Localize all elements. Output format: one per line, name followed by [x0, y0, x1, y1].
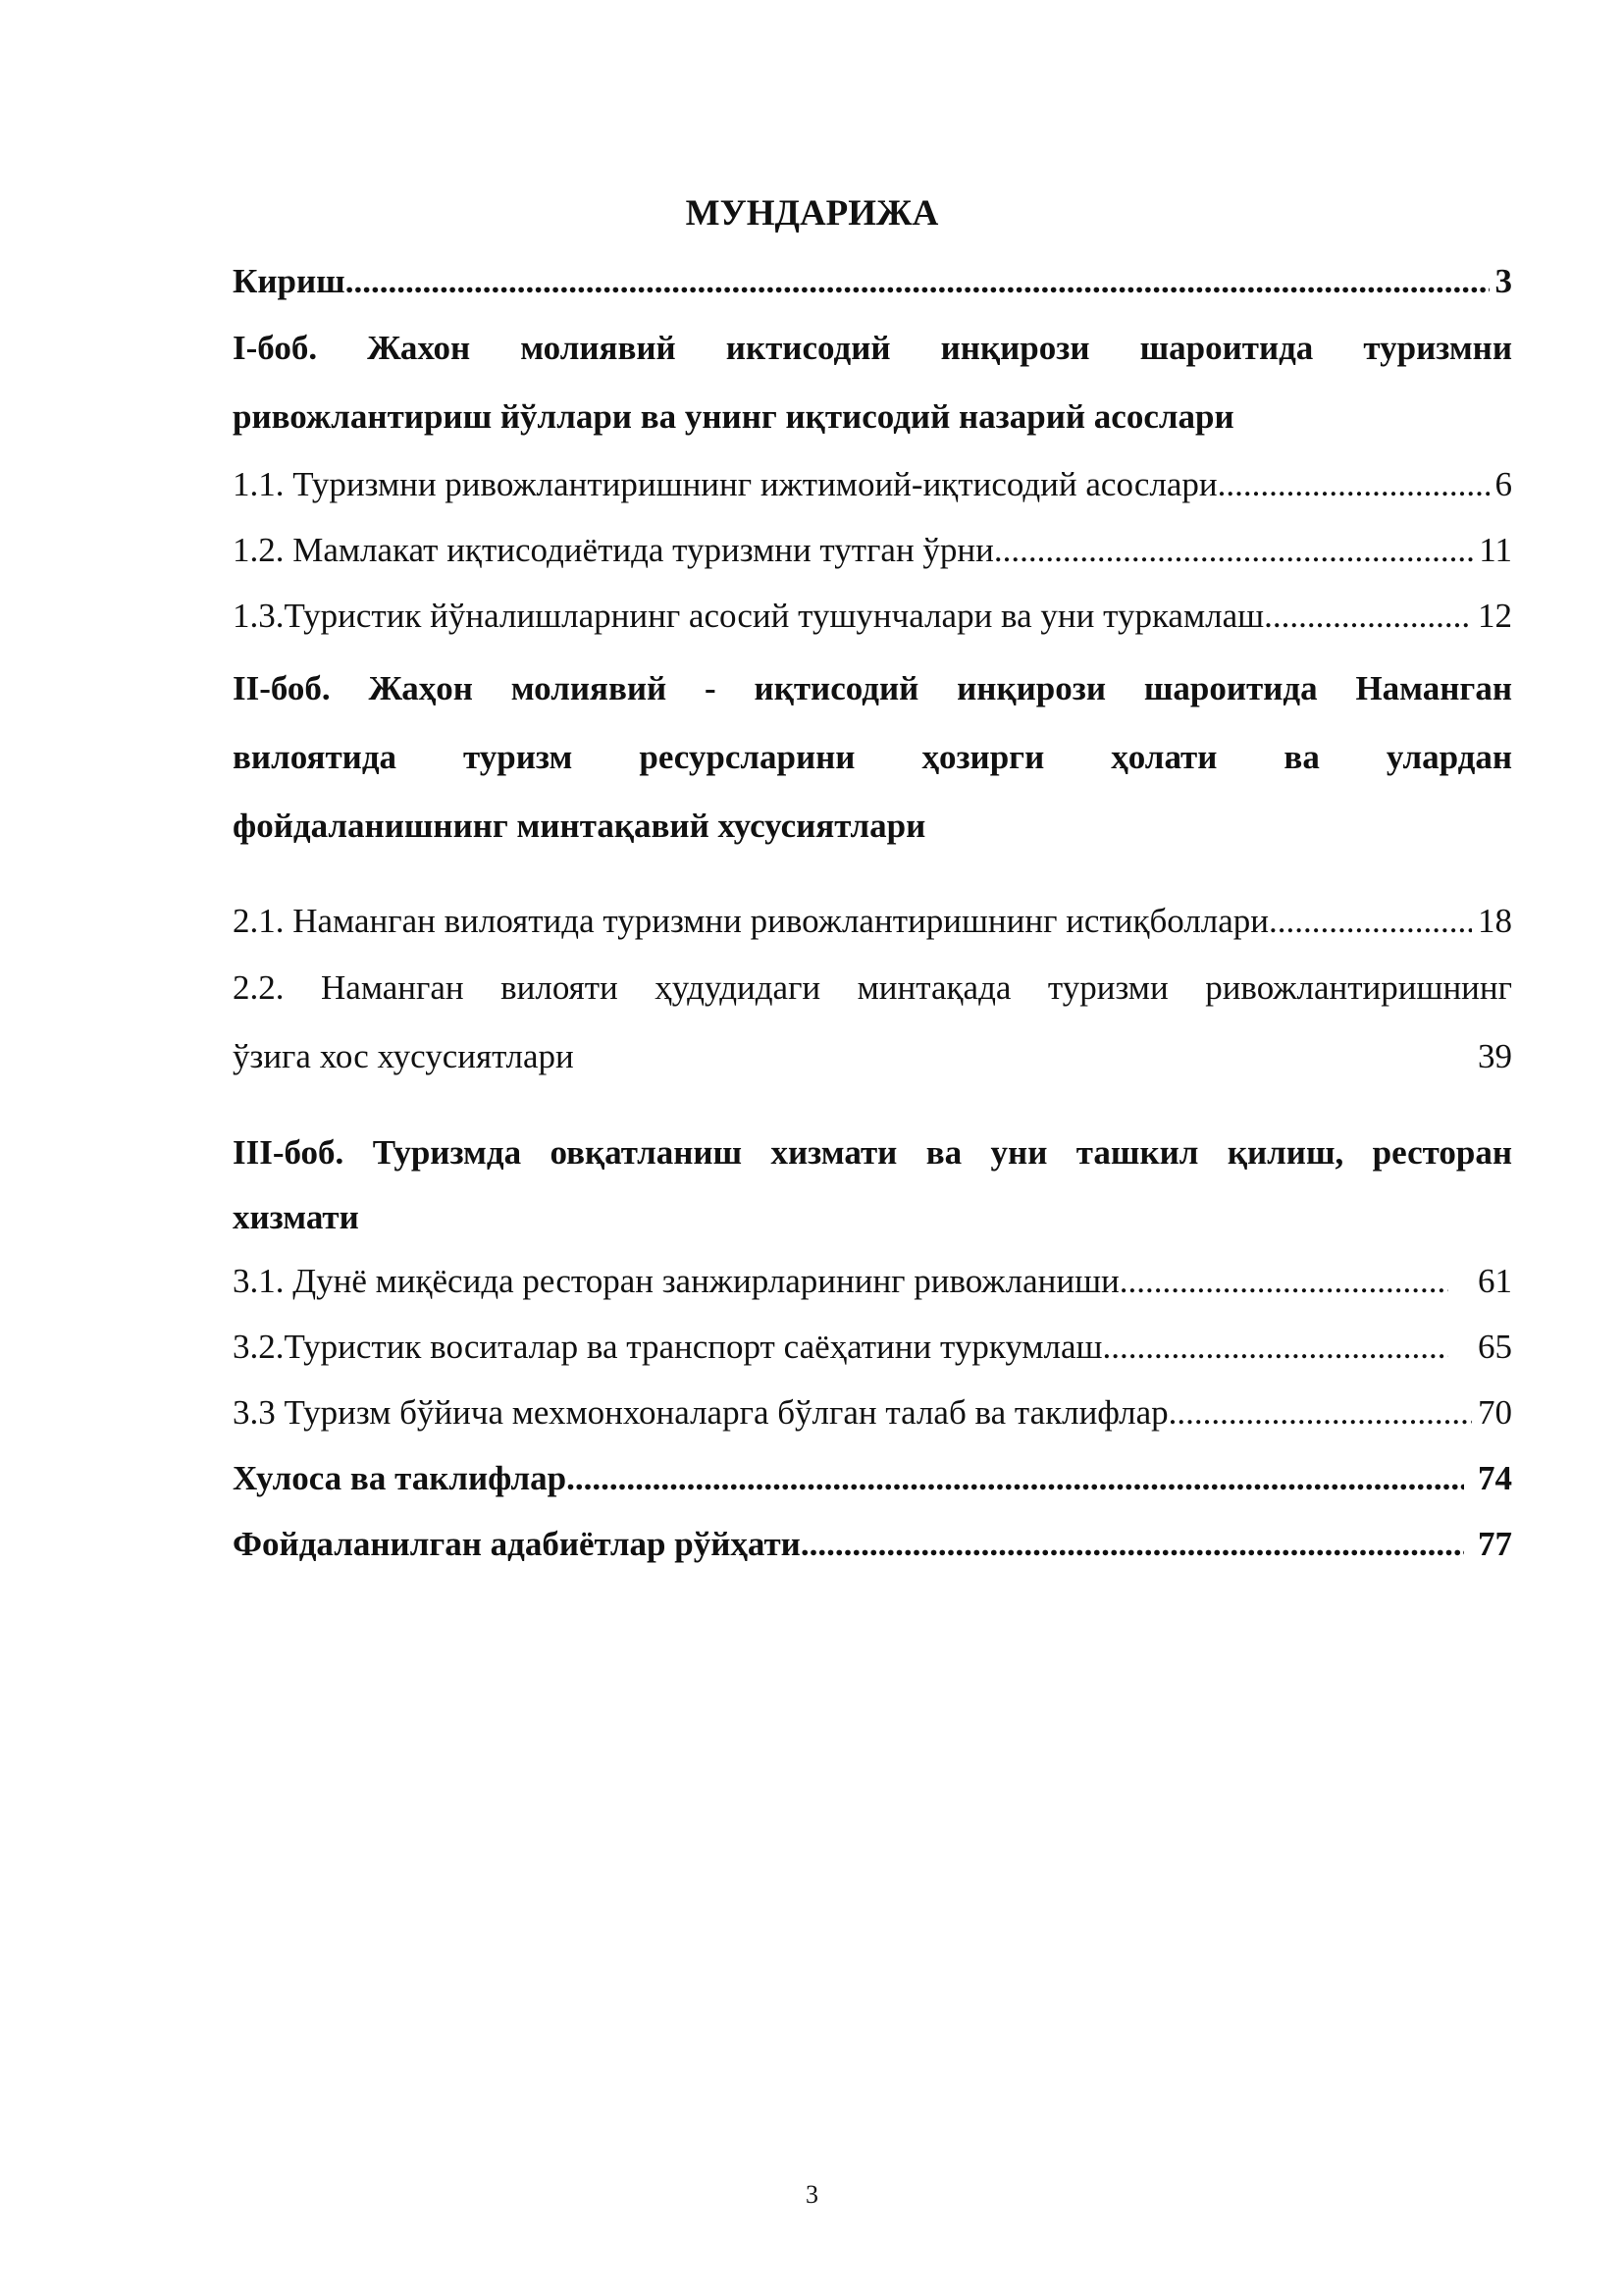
dot-leader	[801, 1511, 1464, 1577]
toc-entry-page: 11	[1479, 531, 1512, 569]
spacer	[233, 861, 1512, 888]
dot-leader	[1120, 1248, 1448, 1314]
toc-entry-chapter-1[interactable]	[233, 314, 1512, 451]
toc-entry-page: 70	[1478, 1393, 1512, 1432]
toc-entry-label-line: 2.2. Наманган вилояти ҳудудидаги минтақада туризми ривожлантиришнинг	[233, 968, 1512, 1007]
toc-entry-label: 1.3.Туристик йўналишларнинг асосий тушунчалари ва уни туркамлаш	[233, 597, 1265, 635]
toc-entry-label: ўзига хос хусусиятлари	[233, 1037, 574, 1075]
toc-entry-last-line	[233, 1022, 1512, 1091]
toc-entry-label-line: III-боб. Туризмда овқатланиш хизмати ва уни ташкил қилиш, ресторан	[233, 1133, 1512, 1172]
toc-entry-chapter-3[interactable]	[233, 1119, 1512, 1248]
toc-entry-label: 3.2.Туристик воситалар ва транспорт саёҳатини туркумлаш	[233, 1328, 1103, 1366]
toc-entry-chapter-2[interactable]	[233, 654, 1512, 861]
toc-entry-page: 3	[1494, 262, 1512, 300]
toc-entry-3-3[interactable]	[233, 1380, 1512, 1445]
toc-entry-label: 2.1. Наманган вилоятида туризмни ривожлантиришнинг истиқболлари	[233, 902, 1270, 940]
toc-entry-label: Кириш	[233, 262, 345, 300]
toc-entry-page: 12	[1478, 597, 1512, 635]
toc-entry-introduction[interactable]	[233, 248, 1512, 314]
toc-entry-last-line	[233, 1187, 1512, 1248]
toc-entry-1-1[interactable]	[233, 451, 1512, 517]
toc-entry-label: хизмати	[233, 1198, 359, 1236]
toc-entry-label: 3.3 Туризм бўйича мехмонхоналарга бўлган талаб ва таклифлар	[233, 1393, 1169, 1432]
toc-entry-page: 18	[1478, 902, 1512, 940]
toc-entry-label-line: I-боб. Жахон молиявий иктисодий инқирози шароитида туризмни	[233, 329, 1512, 367]
toc-entry-label-line: вилоятида туризм ресурсларини ҳозирги ҳолати ва улардан	[233, 738, 1512, 776]
toc-entry-label: 1.2. Мамлакат иқтисодиётида туризмни тутган ўрни	[233, 531, 994, 569]
table-of-contents	[233, 248, 1512, 1577]
toc-entry-conclusion[interactable]	[233, 1445, 1512, 1511]
toc-entry-3-2[interactable]	[233, 1314, 1512, 1380]
dot-leader	[1102, 1314, 1448, 1380]
toc-entry-label: 1.1. Туризмни ривожлантиришнинг ижтимоий-иқтисодий асослари	[233, 465, 1218, 503]
dot-leader	[1169, 1380, 1472, 1445]
toc-entry-1-2[interactable]	[233, 517, 1512, 583]
toc-entry-label-line: II-боб. Жаҳон молиявий - иқтисодий инқирози шароитида Наманган	[233, 669, 1512, 707]
toc-entry-label: фойдаланишнинг минтақавий хусусиятлари	[233, 807, 926, 845]
page-title: МУНДАРИЖА	[685, 193, 939, 234]
toc-entry-1-3[interactable]	[233, 583, 1512, 649]
toc-entry-label: 3.1. Дунё миқёсида ресторан занжирларининг ривожланиши	[233, 1262, 1120, 1300]
toc-entry-page: 39	[1478, 1037, 1512, 1075]
toc-entry-2-2[interactable]	[233, 954, 1512, 1091]
toc-entry-page: 77	[1478, 1525, 1512, 1563]
toc-entry-page: 61	[1478, 1262, 1512, 1300]
page-number: 3	[806, 2180, 818, 2209]
dot-leader	[1264, 583, 1472, 649]
toc-entry-label: ривожлантириш йўллари ва унинг иқтисодий назарий асослари	[233, 397, 1234, 436]
toc-entry-3-1[interactable]	[233, 1248, 1512, 1314]
dot-leader	[345, 248, 1490, 314]
toc-entry-label: Фойдаланилган адабиётлар рўйҳати	[233, 1525, 801, 1563]
toc-entry-page: 74	[1478, 1459, 1512, 1497]
dot-leader	[566, 1445, 1464, 1511]
toc-entry-page: 65	[1478, 1328, 1512, 1366]
dot-leader	[1218, 451, 1490, 517]
toc-entry-references[interactable]	[233, 1511, 1512, 1577]
toc-entry-2-1[interactable]	[233, 888, 1512, 954]
toc-entry-label: Хулоса ва таклифлар	[233, 1459, 567, 1497]
dot-leader	[994, 517, 1473, 583]
toc-entry-last-line	[233, 383, 1512, 451]
toc-entry-last-line	[233, 792, 1512, 861]
toc-entry-page: 6	[1494, 465, 1512, 503]
dot-leader	[1269, 888, 1472, 954]
spacer	[233, 1091, 1512, 1119]
